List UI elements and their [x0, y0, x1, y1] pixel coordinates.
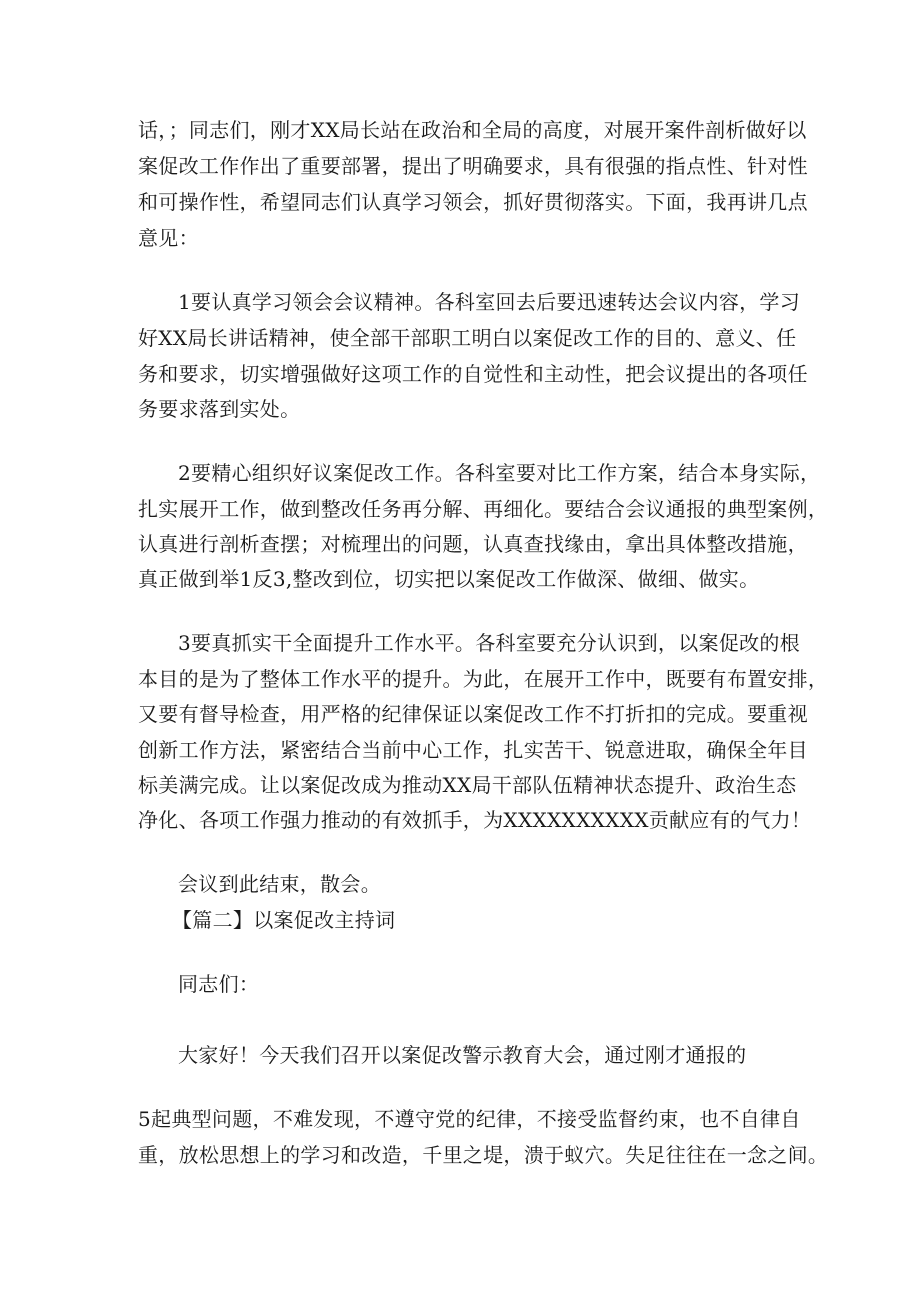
text-line: 5起典型问题，不难发现，不遵守党的纪律，不接受监督约束，也不自律自 [138, 1107, 801, 1131]
text-line: 真正做到举1反3,整改到位，切实把以案促改工作做深、做细、做实。 [138, 567, 760, 591]
text-line: 案促改工作作出了重要部署，提出了明确要求，具有很强的指点性、针对性 [138, 154, 808, 178]
text-line: 本目的是为了整体工作水平的提升。为此，在展开工作中，既要有布置安排， [138, 667, 829, 691]
section-heading: 【篇二】以案促改主持词 [172, 908, 396, 932]
text-line: 大家好！今天我们召开以案促改警示教育大会，通过刚才通报的 [178, 1043, 747, 1067]
text-line: 会议到此结束，散会。 [178, 872, 381, 896]
text-line: 意见： [138, 226, 199, 250]
text-line: 3要真抓实干全面提升工作水平。各科室要充分认识到，以案促改的根 [178, 631, 801, 655]
text-line: 好XX局长讲话精神，使全部干部职工明白以案促改工作的目的、意义、任 [138, 326, 797, 350]
text-line: 创新工作方法，紧密结合当前中心工作，扎实苦干、锐意进取，确保全年目 [138, 738, 808, 762]
text-line: 和可操作性，希望同志们认真学习领会，抓好贯彻落实。下面，我再讲几点 [138, 190, 808, 214]
text-line: 同志们： [178, 972, 260, 996]
text-line: 2要精心组织好议案促改工作。各科室要对比工作方案，结合本身实际， [178, 461, 821, 485]
text-line: 重，放松思想上的学习和改造，千里之堤，溃于蚁穴。失足往往在一念之间。 [138, 1143, 829, 1167]
text-line: 认真进行剖析查摆；对梳理出的问题，认真查找缘由，拿出具体整改措施， [138, 532, 808, 556]
text-line: 务和要求，切实增强做好这项工作的自觉性和主动性，把会议提出的各项任 [138, 362, 808, 386]
text-line: 净化、各项工作强力推动的有效抓手，为XXXXXXXXXX贡献应有的气力！ [138, 808, 812, 832]
text-line: 标美满完成。让以案促改成为推动XX局干部队伍精神状态提升、政治生态 [138, 773, 797, 797]
text-line: 话，；同志们，刚才XX局长站在政治和全局的高度，对展开案件剖析做好以 [138, 118, 807, 142]
text-line: 1要认真学习领会会议精神。各科室回去后要迅速转达会议内容，学习 [178, 290, 801, 314]
text-line: 扎实展开工作，做到整改任务再分解、再细化。要结合会议通报的典型案例， [138, 497, 829, 521]
text-line: 务要求落到实处。 [138, 397, 301, 421]
text-line: 又要有督导检查，用严格的纪律保证以案促改工作不打折扣的完成。要重视 [138, 702, 808, 726]
